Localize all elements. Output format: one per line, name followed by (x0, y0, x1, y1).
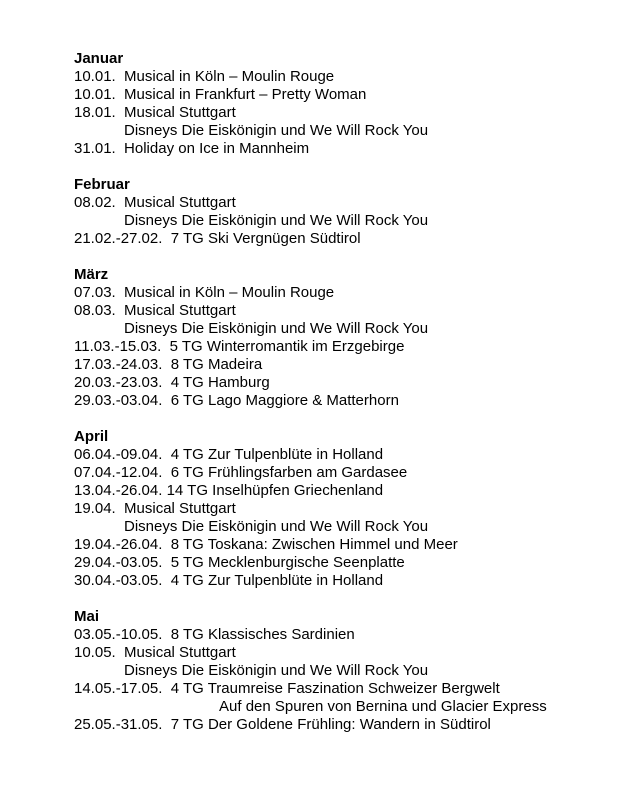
month-title: Februar (74, 176, 130, 193)
event-line: 30.04.-03.05. 4 TG Zur Tulpenblüte in Holland (74, 572, 384, 589)
month-title: März (74, 266, 109, 283)
month-section-februar (74, 176, 644, 248)
month-section-mai (74, 608, 644, 734)
event-line: 14.05.-17.05. 4 TG Traumreise Faszination Schweizer Bergwelt (74, 680, 500, 697)
event-line: 18.01. Musical Stuttgart (74, 104, 236, 121)
event-line: Disneys Die Eiskönigin und We Will Rock You (74, 122, 429, 139)
event-line: Disneys Die Eiskönigin und We Will Rock You (74, 320, 429, 337)
event-line: 20.03.-23.03. 4 TG Hamburg (74, 374, 270, 391)
month-section-maerz (74, 266, 644, 410)
month-section-januar (74, 50, 644, 158)
month-title: Januar (74, 50, 124, 67)
event-line: 13.04.-26.04. 14 TG Inselhüpfen Griechenland (74, 482, 384, 499)
event-line: 21.02.-27.02. 7 TG Ski Vergnügen Südtirol (74, 230, 361, 247)
event-line: 17.03.-24.03. 8 TG Madeira (74, 356, 263, 373)
event-line: 29.04.-03.05. 5 TG Mecklenburgische Seenplatte (74, 554, 405, 571)
event-line: Disneys Die Eiskönigin und We Will Rock You (74, 212, 429, 229)
month-title: Mai (74, 608, 100, 625)
event-line: 25.05.-31.05. 7 TG Der Goldene Frühling: Wandern in Südtirol (74, 716, 491, 733)
event-line: 10.01. Musical in Köln – Moulin Rouge (74, 68, 335, 85)
event-line: 19.04. Musical Stuttgart (74, 500, 236, 517)
event-line: 11.03.-15.03. 5 TG Winterromantik im Erzgebirge (74, 338, 405, 355)
event-line: Disneys Die Eiskönigin und We Will Rock You (74, 662, 429, 679)
month-section-april (74, 428, 644, 590)
event-line: 03.05.-10.05. 8 TG Klassisches Sardinien (74, 626, 355, 643)
event-line: 06.04.-09.04. 4 TG Zur Tulpenblüte in Holland (74, 446, 384, 463)
event-line: Disneys Die Eiskönigin und We Will Rock You (74, 518, 429, 535)
event-line: 10.05. Musical Stuttgart (74, 644, 236, 661)
event-line: 29.03.-03.04. 6 TG Lago Maggiore & Matterhorn (74, 392, 399, 409)
event-line: 31.01. Holiday on Ice in Mannheim (74, 140, 310, 157)
event-line: 19.04.-26.04. 8 TG Toskana: Zwischen Himmel und Meer (74, 536, 458, 553)
event-line: Auf den Spuren von Bernina und Glacier Express (74, 698, 547, 715)
event-line: 08.03. Musical Stuttgart (74, 302, 236, 319)
event-line: 07.03. Musical in Köln – Moulin Rouge (74, 284, 335, 301)
month-title: April (74, 428, 109, 445)
event-line: 07.04.-12.04. 6 TG Frühlingsfarben am Gardasee (74, 464, 408, 481)
event-line: 08.02. Musical Stuttgart (74, 194, 236, 211)
event-line: 10.01. Musical in Frankfurt – Pretty Woman (74, 86, 367, 103)
